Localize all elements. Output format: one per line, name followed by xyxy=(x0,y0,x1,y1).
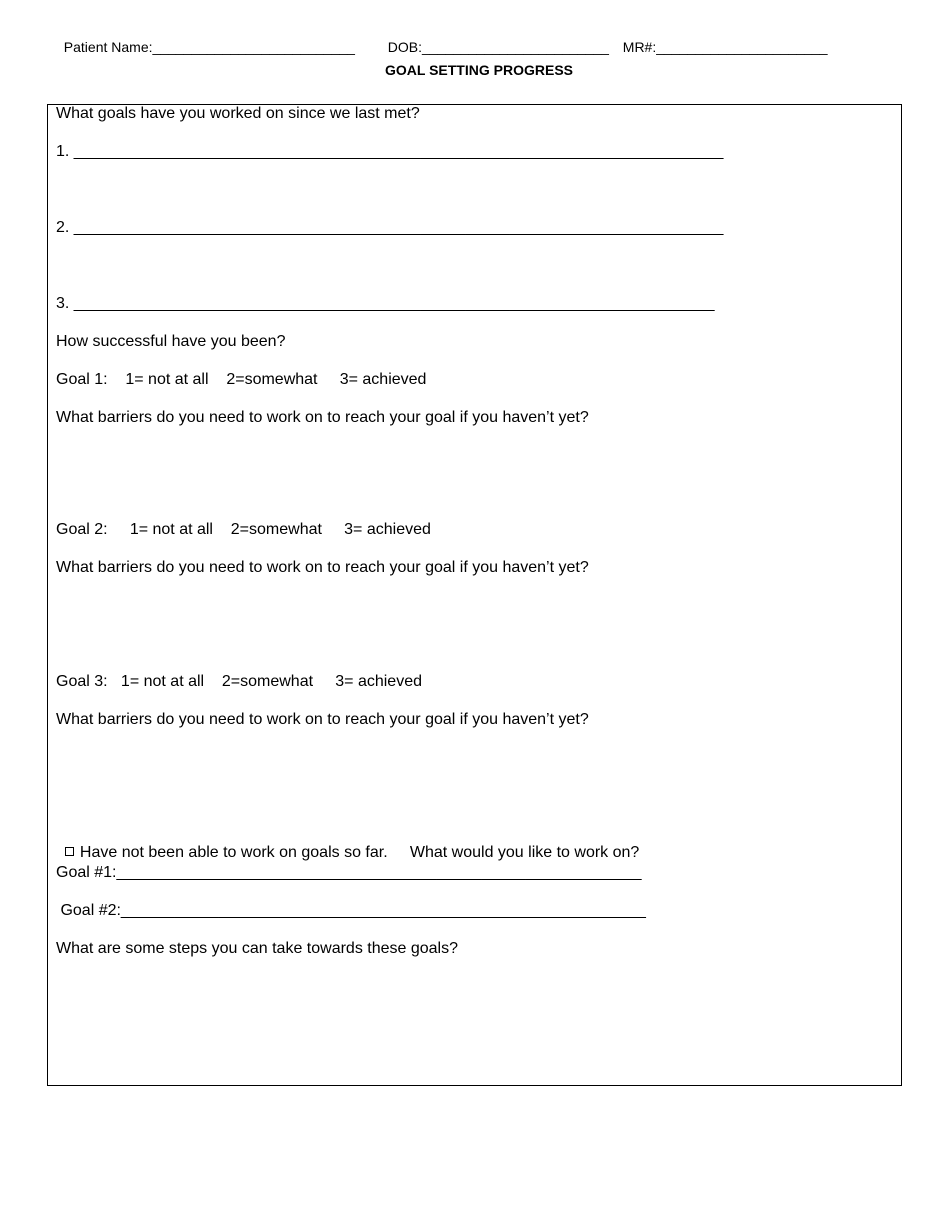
new-goal-2-line[interactable]: Goal #2:___________________________________________________________ xyxy=(56,902,646,919)
goal-3-rating[interactable]: Goal 3: 1= not at all 2=somewhat 3= achieved xyxy=(56,673,422,690)
mr-blank[interactable]: ______________________ xyxy=(656,39,828,55)
goal-line-1[interactable]: 1. _________________________________________________________________________ xyxy=(56,143,724,160)
goals-worked-question: What goals have you worked on since we last met? xyxy=(56,105,420,122)
goal-line-2[interactable]: 2. _________________________________________________________________________ xyxy=(56,219,724,236)
page-title: GOAL SETTING PROGRESS xyxy=(385,62,573,78)
patient-name-label: Patient Name: xyxy=(63,39,153,55)
success-question: How successful have you been? xyxy=(56,333,286,350)
mr-label: MR#: xyxy=(622,39,657,55)
dob-field xyxy=(380,23,609,55)
new-goal-1-line[interactable]: Goal #1:___________________________________________________________ xyxy=(56,864,642,881)
not-worked-checkbox[interactable] xyxy=(65,847,74,856)
mr-field xyxy=(615,23,828,55)
goal-line-3[interactable]: 3. ________________________________________________________________________ xyxy=(56,295,715,312)
patient-name-blank[interactable]: __________________________ xyxy=(152,39,355,55)
goal-3-barriers-question: What barriers do you need to work on to reach your goal if you haven’t yet? xyxy=(56,711,589,728)
form-frame xyxy=(47,104,902,1086)
goal-2-rating[interactable]: Goal 2: 1= not at all 2=somewhat 3= achieved xyxy=(56,521,431,538)
dob-label: DOB: xyxy=(387,39,423,55)
patient-name-field xyxy=(56,23,355,55)
goal-1-barriers-question: What barriers do you need to work on to reach your goal if you haven’t yet? xyxy=(56,409,589,426)
dob-blank[interactable]: ________________________ xyxy=(422,39,609,55)
not-worked-label: Have not been able to work on goals so far. What would you like to work on? xyxy=(79,844,640,861)
goal-1-rating[interactable]: Goal 1: 1= not at all 2=somewhat 3= achieved xyxy=(56,371,427,388)
steps-question: What are some steps you can take towards these goals? xyxy=(56,940,458,957)
not-worked-row xyxy=(56,826,639,862)
goal-2-barriers-question: What barriers do you need to work on to reach your goal if you haven’t yet? xyxy=(56,559,589,576)
